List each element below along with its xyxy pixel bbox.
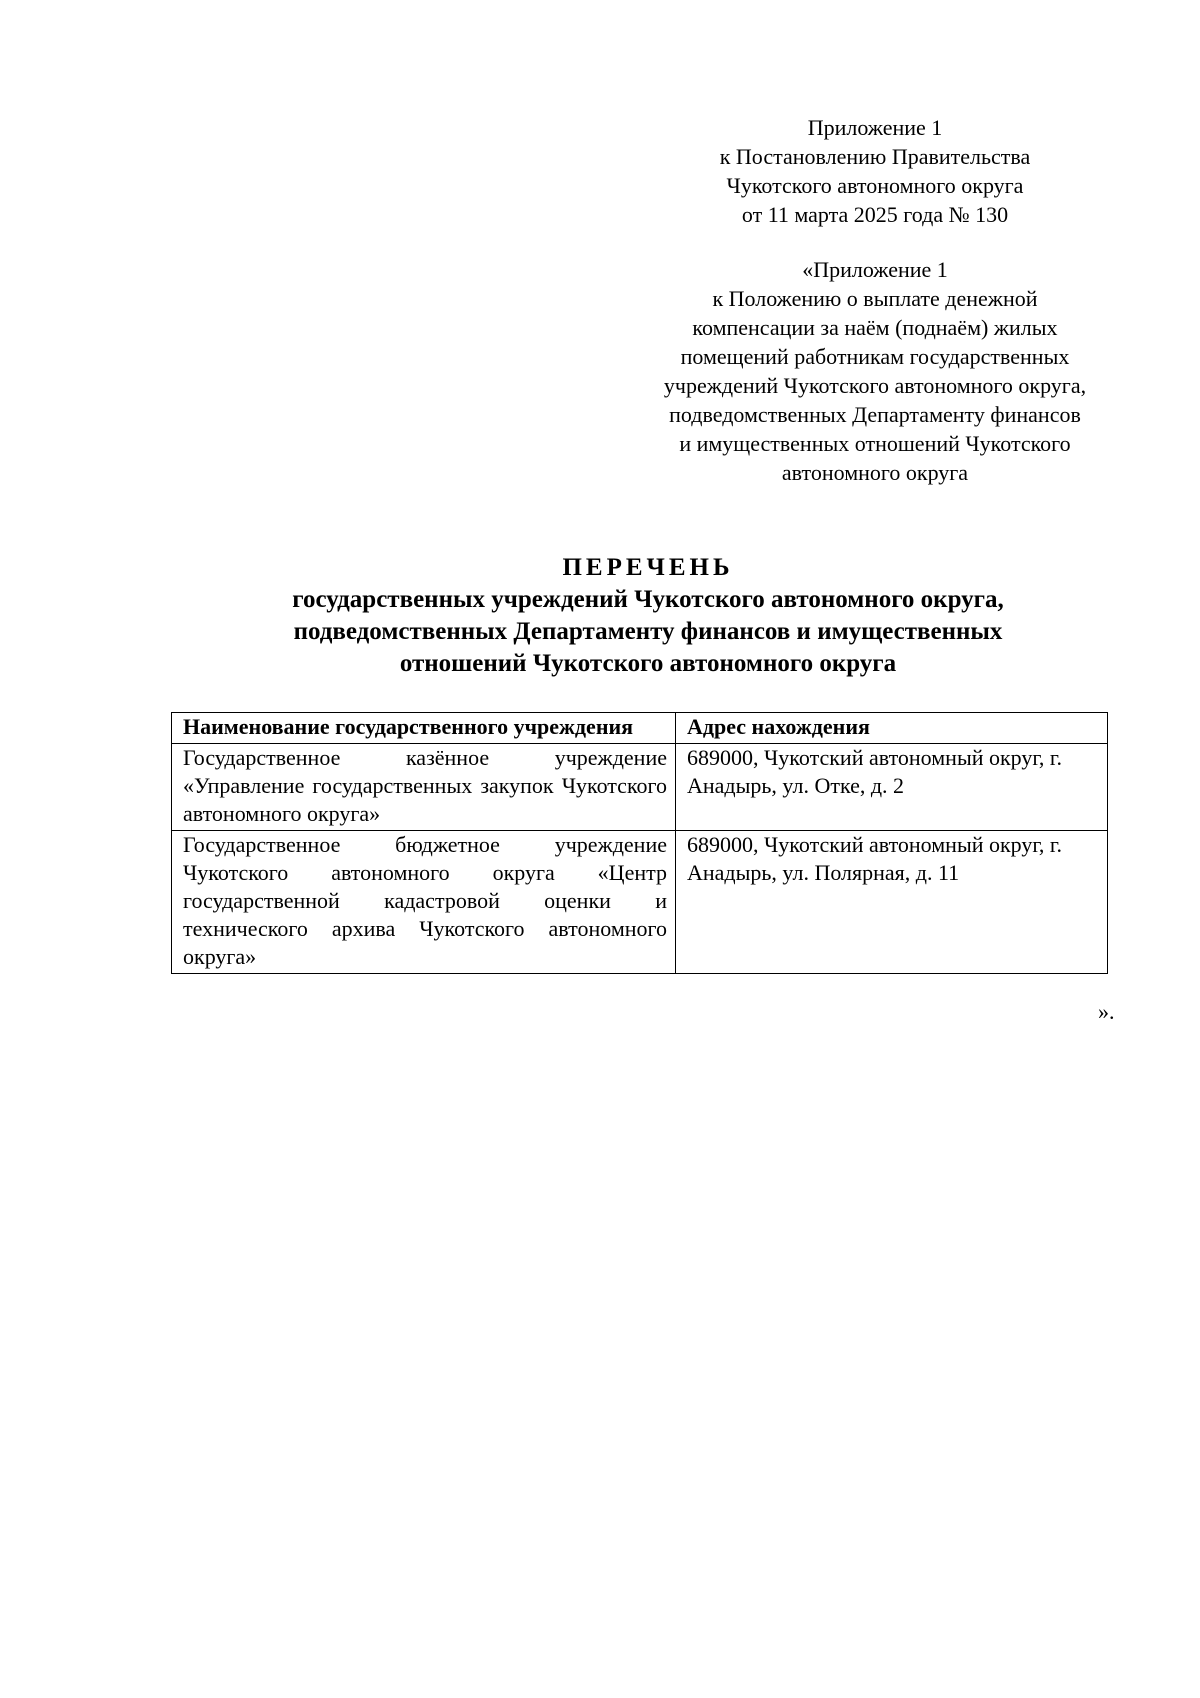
appendix-line: автономного округа	[781, 460, 969, 485]
document-title: ПЕРЕЧЕНЬ	[562, 554, 734, 581]
appendix-block-regulation	[610, 255, 1140, 487]
table-row	[172, 831, 1108, 974]
header-institution-name: Наименование государственного учреждения	[172, 713, 676, 744]
appendix-line: и имущественных отношений Чукотского	[679, 431, 1071, 456]
appendix-line: подведомственных Департаменту финансов	[669, 402, 1081, 427]
appendix-line: от 11 марта 2025 года № 130	[741, 202, 1009, 227]
address-cell: 689000, Чукотский автономный округ, г. Анадырь, ул. Отке, д. 2	[676, 744, 1108, 831]
table-header-row	[172, 713, 1108, 744]
appendix-block-decree	[610, 113, 1140, 229]
institution-name-cell: Государственное казённое учреждение «Управление государственных закупок Чукотского автономного округа»	[172, 744, 676, 831]
heading-line: отношений Чукотского автономного округа	[399, 650, 897, 677]
appendix-line: Приложение 1	[807, 115, 943, 140]
appendix-line: Чукотского автономного округа	[726, 173, 1024, 198]
appendix-line: к Положению о выплате денежной	[712, 286, 1038, 311]
table-row	[172, 744, 1108, 831]
appendix-line: помещений работникам государственных	[680, 344, 1070, 369]
appendix-line: учреждений Чукотского автономного округа,	[663, 373, 1087, 398]
appendix-line: к Постановлению Правительства	[719, 144, 1031, 169]
header-address: Адрес нахождения	[676, 713, 1108, 744]
institutions-table	[171, 712, 1108, 974]
heading-line: подведомственных Департаменту финансов и имущественных	[293, 618, 1003, 645]
address-cell: 689000, Чукотский автономный округ, г. Анадырь, ул. Полярная, д. 11	[676, 831, 1108, 974]
institution-name-cell: Государственное бюджетное учреждение Чукотского автономного округа «Центр государственной кадастровой оценки и технического архива Чукотского автономного округа»	[172, 831, 676, 974]
document-heading	[150, 552, 1146, 680]
closing-quote-mark: ».	[1098, 999, 1115, 1024]
appendix-line: компенсации за наём (поднаём) жилых	[692, 315, 1058, 340]
heading-line: государственных учреждений Чукотского автономного округа,	[292, 586, 1004, 613]
appendix-line: «Приложение 1	[802, 257, 948, 282]
